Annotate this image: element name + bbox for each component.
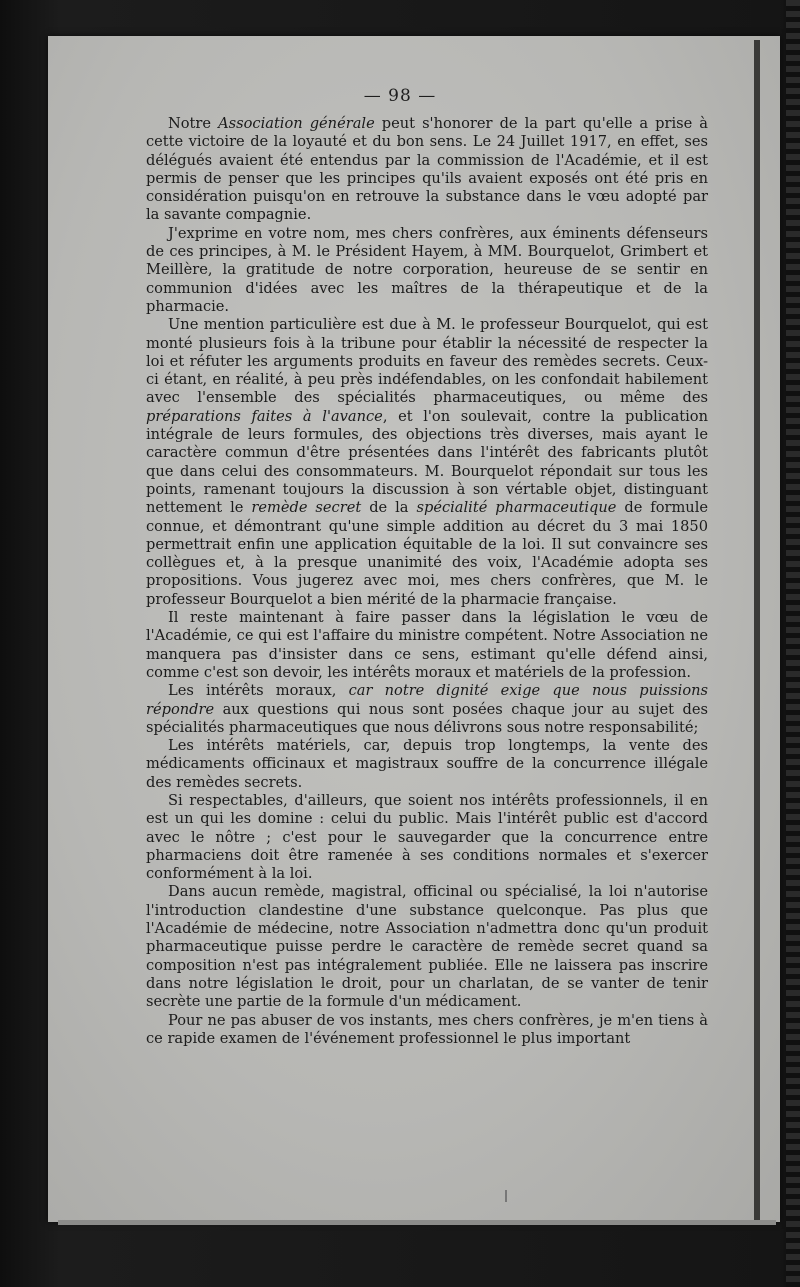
text-run: Les intérêts moraux, (168, 682, 349, 700)
paragraph (146, 792, 708, 883)
italic-text: préparations faites à l'avance (146, 407, 383, 425)
page-bottom-edge (58, 1220, 776, 1225)
paragraph (146, 883, 708, 1011)
paragraph (146, 316, 708, 609)
paragraph (146, 115, 708, 225)
stray-mark (505, 1190, 507, 1202)
italic-text: remède secret (251, 499, 362, 517)
text-run: Notre (168, 115, 219, 132)
binding-shadow (754, 40, 760, 1220)
italic-text: Association générale (218, 115, 375, 132)
text-run: Pour ne pas abuser de vos instants, mes chers confrères, je m'en tiens à ce rapide examen de l'événement professionnel le plus important (146, 1011, 708, 1047)
text-run: , et l'on soulevait, contre la publication intégrale de leurs formules, des objections très diverses, mais ayant le caractère commun d'être présentées dans l'intérêt des fabricants plutôt que dans celui des consommateurs. M. Bourquelot répondait sur tous les points, ramenant toujours la discussion à son vértable objet, distinguant nettement le (146, 407, 708, 517)
text-run: peut s'honorer de la part qu'elle a prise à cette victoire de la loyauté et du bon sens. Le 24 Juillet 1917, en effet, ses délégués avaient été entendus par la commission de l'Académie, et il est permis de penser que les principes qu'ils avaient exposés ont été pris en considération puisqu'on en retrouve la substance dans le vœu adopté par la savante compagnie. (146, 115, 708, 224)
text-run: Une mention particulière est due à M. le professeur Bourquelot, qui est monté plusieurs fois à la tribune pour établir la nécessité de respecter la loi et réfuter les arguments produits en faveur des remèdes secrets. Ceux-ci étant, en réalité, à peu près indéfendables, on les confondait habilement avec l'ensemble des spécialités pharmaceutiques, ou même des (146, 316, 708, 407)
paragraph (146, 225, 708, 316)
text-run: aux questions qui nous sont posées chaque jour au sujet des spécialités pharmaceutiques que nous délivrons sous notre responsabilité; (146, 700, 708, 736)
book-spine-edge (786, 0, 800, 1287)
text-run: J'exprime en votre nom, mes chers confrères, aux éminents défenseurs de ces principes, à M. le Président Hayem, à MM. Bourquelot, Grimbert et Meillère, la gratitude de notre corporation, heureuse de se sentir en communion d'idées avec les maîtres de la thérapeutique et de la pharmacie. (146, 224, 708, 315)
page-number: — 98 — (363, 86, 437, 106)
italic-text: spécialité pharmaceutique (416, 499, 617, 517)
paragraph (146, 609, 708, 682)
body-text (146, 115, 708, 1048)
paragraph (146, 737, 708, 792)
text-run: Il reste maintenant à faire passer dans la législation le vœu de l'Académie, ce qui est l'affaire du ministre compétent. Notre Association ne manquera pas d'insister dans ce sens, estimant qu'elle défend ainsi, comme c'est son devoir, les intérêts moraux et matériels de la profession. (146, 609, 708, 681)
text-run: Les intérêts matériels, car, depuis trop longtemps, la vente des médicaments officinaux et magistraux souffre de la concurrence illégale des remèdes secrets. (146, 737, 708, 791)
text-run: Dans aucun remède, magistral, officinal ou spécialisé, la loi n'autorise l'introduction clandestine d'une substance quelconque. Pas plus que l'Académie de médecine, notre Association n'admettra donc qu'un produit pharmaceutique puisse perdre le caractère de remède secret quand sa composition n'est pas intégralement publiée. Elle ne laissera pas inscrire dans notre législation le droit, pour un charlatan, de se vanter de tenir secrète une partie de la formule d'un médicament. (146, 883, 708, 1011)
italic-text: car notre dignité exige que nous puissions répondre (146, 682, 708, 718)
text-run: de la (361, 499, 417, 517)
text-run: Si respectables, d'ailleurs, que soient nos intérêts professionnels, il en est un qui les domine : celui du public. Mais l'intérêt public est d'accord avec le nôtre ; c'est pour le sauvegarder que la concurrence entre pharmaciens doit être ramenée à ses conditions normales et s'exercer conformément à la loi. (146, 791, 708, 883)
text-run: de formule connue, et démontrant qu'une simple addition au décret du 3 mai 1850 permettrait enfin une application équitable de la loi. Il sut convaincre ses collègues et, à la presque unanimité des voix, l'Académie adopta ses propositions. Vous jugerez avec moi, mes chers confrères, que M. le professeur Bourquelot a bien mérité de la pharmacie française. (146, 499, 709, 608)
paragraph (146, 682, 708, 737)
paragraph (146, 1012, 708, 1049)
